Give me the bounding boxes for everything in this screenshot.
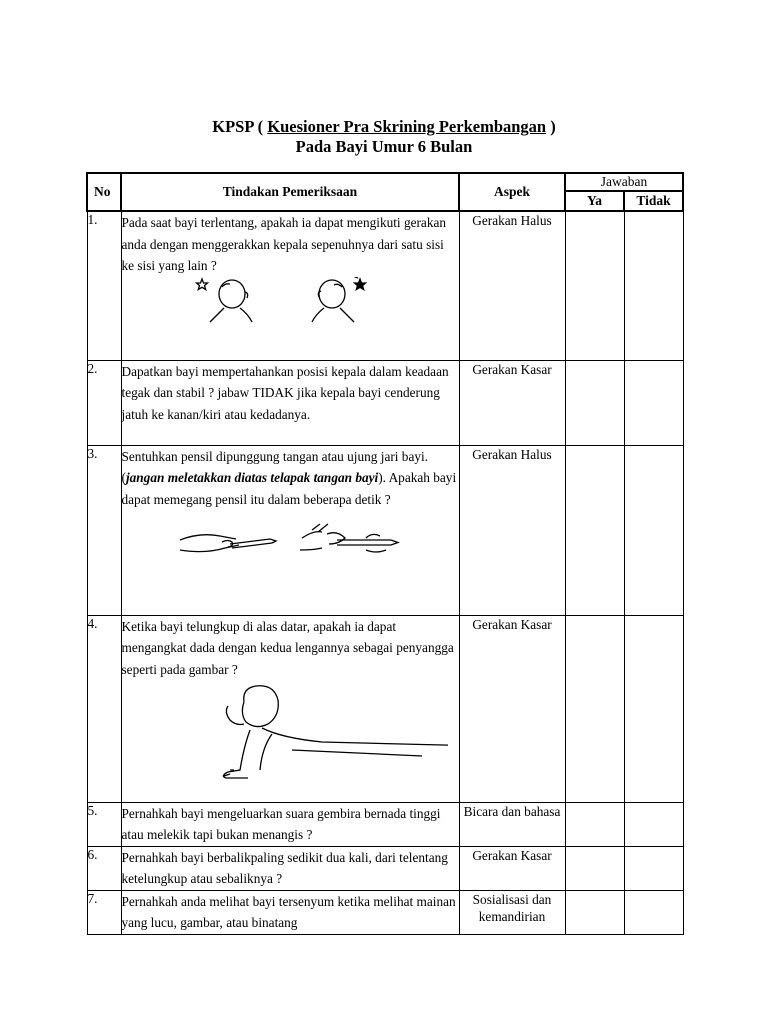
- answer-ya-cell[interactable]: [565, 445, 624, 615]
- row-number: 3.: [87, 445, 121, 615]
- header-no: No: [87, 173, 121, 211]
- table-row: [87, 445, 683, 615]
- header-aspek: Aspek: [459, 173, 565, 211]
- question-text: Pada saat bayi terlentang, apakah ia dapat mengikuti gerakan anda dengan menggerakkan kepala sepenuhnya dari satu sisi ke sisi yang lain ?: [121, 215, 447, 273]
- answer-tidak-cell[interactable]: [624, 615, 683, 802]
- question-emphasis: jangan meletakkan diatas telapak tangan bayi: [125, 470, 379, 485]
- answer-ya-cell[interactable]: [565, 360, 624, 445]
- document-title: KPSP ( Kuesioner Pra Skrining Perkembangan ): [212, 117, 556, 136]
- row-question: [121, 445, 459, 615]
- document-subtitle: Pada Bayi Umur 6 Bulan: [295, 137, 473, 156]
- table-row: [87, 615, 683, 802]
- question-text: Dapatkan bayi mempertahankan posisi kepala dalam keadaan tegak dan stabil ? jabaw TIDAK jika kepala bayi cenderung jatuh ke kanan/kiri atau kedadanya.: [121, 360, 459, 445]
- answer-ya-cell[interactable]: [565, 890, 624, 934]
- table-row: [87, 211, 683, 360]
- header-ya: Ya: [565, 191, 624, 211]
- row-aspek: Gerakan Halus: [459, 211, 565, 360]
- answer-ya-cell[interactable]: [565, 211, 624, 360]
- question-text: Ketika bayi telungkup di alas datar, apakah ia dapat mengangkat dada dengan kedua lengannya sebagai penyangga seperti pada gambar ?: [121, 618, 454, 677]
- row-number: 6.: [87, 846, 121, 890]
- answer-ya-cell[interactable]: [565, 802, 624, 846]
- row-number: 2.: [87, 360, 121, 445]
- row-aspek: Sosialisasi dan kemandirian: [459, 890, 565, 934]
- row-aspek: Gerakan Halus: [459, 445, 565, 615]
- row-number: 1.: [87, 211, 121, 360]
- question-text: Pernahkah anda melihat bayi tersenyum ketika melihat mainan yang lucu, gambar, atau binatang: [121, 890, 459, 934]
- answer-tidak-cell[interactable]: [624, 890, 683, 934]
- question-text: Sentuhkan pensil dipunggung tangan atau ujung jari bayi. (jangan meletakkan diatas telapak tangan bayi). Apakah bayi dapat memegang pensil itu dalam beberapa detik ?: [121, 448, 457, 507]
- table-row: [87, 846, 683, 890]
- title-underlined: Kuesioner Pra Skrining Perkembangan: [267, 117, 547, 136]
- row-question: [121, 615, 459, 802]
- question-text: Pernahkah bayi berbalikpaling sedikit dua kali, dari telentang ketelungkup atau sebaliknya ?: [121, 846, 459, 890]
- answer-ya-cell[interactable]: [565, 846, 624, 890]
- table-row: [87, 802, 683, 846]
- header-tidak: Tidak: [624, 191, 683, 211]
- answer-tidak-cell[interactable]: [624, 802, 683, 846]
- table-row: [87, 890, 683, 934]
- header-jawaban: Jawaban: [565, 173, 683, 191]
- pencil-hand-figure: [122, 520, 448, 564]
- answer-tidak-cell[interactable]: [624, 445, 683, 615]
- baby-head-turning-figure: [122, 277, 448, 327]
- baby-prone-figure: [122, 684, 448, 780]
- row-number: 4.: [87, 615, 121, 802]
- row-number: 7.: [87, 890, 121, 934]
- row-aspek: Bicara dan bahasa: [459, 802, 565, 846]
- row-aspek: Gerakan Kasar: [459, 846, 565, 890]
- answer-ya-cell[interactable]: [565, 615, 624, 802]
- kpsp-table: [86, 172, 684, 935]
- header-tindakan: Tindakan Pemeriksaan: [121, 173, 459, 211]
- question-text: Pernahkah bayi mengeluarkan suara gembira bernada tinggi atau melekik tapi bukan menangis ?: [121, 802, 459, 846]
- table-row: [87, 360, 683, 445]
- answer-tidak-cell[interactable]: [624, 846, 683, 890]
- row-aspek: Gerakan Kasar: [459, 615, 565, 802]
- answer-tidak-cell[interactable]: [624, 211, 683, 360]
- row-aspek: Gerakan Kasar: [459, 360, 565, 445]
- row-question: [121, 211, 459, 360]
- row-number: 5.: [87, 802, 121, 846]
- answer-tidak-cell[interactable]: [624, 360, 683, 445]
